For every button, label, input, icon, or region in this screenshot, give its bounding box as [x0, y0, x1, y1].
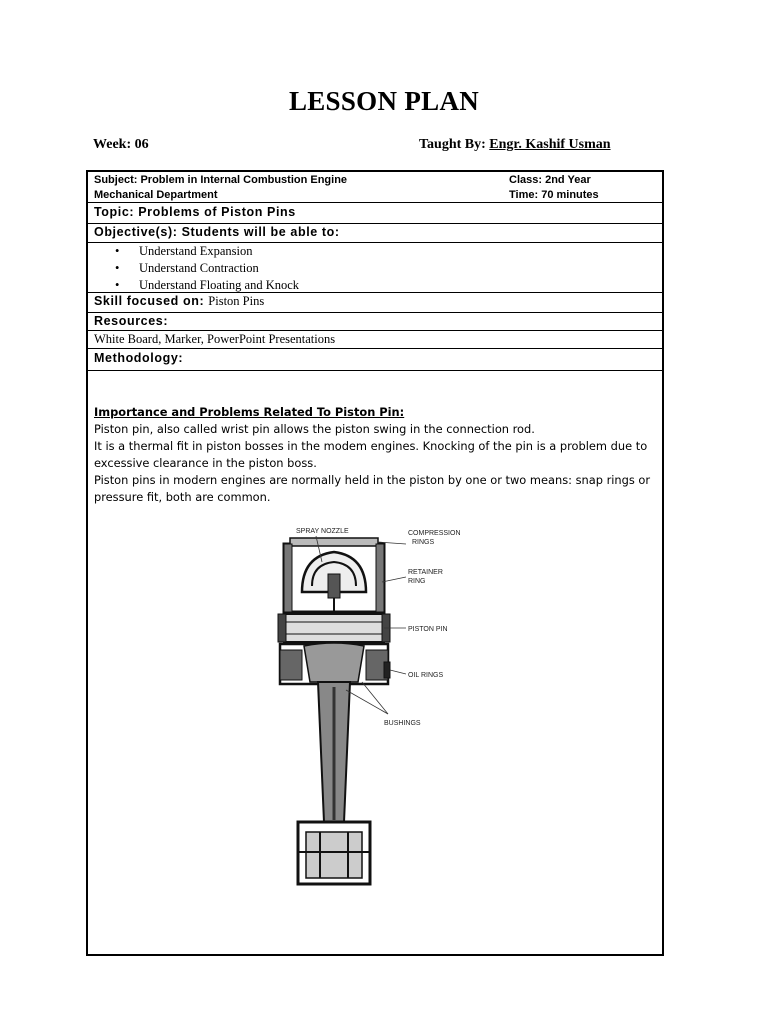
- subject-value: Problem in Internal Combustion Engine: [140, 174, 348, 186]
- bullet-icon: •: [115, 261, 120, 275]
- time-label: Time:: [509, 189, 539, 201]
- bullet-icon: •: [115, 278, 120, 292]
- piston-diagram: [266, 522, 506, 887]
- class-field: [509, 174, 591, 186]
- objectives-label: Objective(s): Students will be able to:: [94, 225, 340, 239]
- skill-field: [94, 294, 264, 309]
- content-heading: Importance and Problems Related To Piston Pin:: [94, 405, 405, 419]
- label-piston-pin: PISTON PIN: [408, 626, 448, 633]
- label-bushings: BUSHINGS: [384, 720, 421, 727]
- objectives-list-row: [88, 243, 662, 293]
- class-label: Class:: [509, 174, 543, 186]
- content-paragraph-3: Piston pins in modern engines are normally held in the piston by one or two means: snap rings or pressure fit, both are common.: [94, 473, 651, 504]
- time-field: [509, 189, 599, 201]
- label-retainer: RETAINER: [408, 569, 443, 576]
- class-value: 2nd Year: [545, 174, 591, 186]
- objective-text: Understand Expansion: [139, 244, 253, 258]
- teacher-name: Engr. Kashif Usman: [489, 137, 611, 152]
- subject-row: [88, 172, 662, 203]
- time-value: 70 minutes: [541, 189, 599, 201]
- resources-value-row: [88, 331, 662, 349]
- topic-field: [94, 205, 296, 219]
- piston-crown: [284, 538, 384, 612]
- piston-skirt: [280, 643, 390, 684]
- label-oil-rings: OIL RINGS: [408, 672, 444, 679]
- resources-label-row: [88, 313, 662, 331]
- subject-label: Subject:: [94, 174, 138, 186]
- objectives-row: [88, 224, 662, 243]
- piston-pin-shape: [278, 614, 390, 642]
- rod-big-end: [298, 822, 370, 884]
- page-title: LESSON PLAN: [288, 86, 480, 116]
- resources-value: White Board, Marker, PowerPoint Presentations: [94, 332, 336, 346]
- label-retainer-ring: RING: [408, 578, 426, 585]
- taught-by-field: [419, 137, 611, 153]
- lesson-plan-table: [86, 170, 664, 956]
- week-label: Week:: [93, 137, 132, 152]
- taught-by-label: Taught By:: [419, 137, 486, 152]
- skill-label: Skill focused on:: [94, 294, 205, 308]
- resources-label: Resources:: [94, 314, 169, 328]
- label-compression-rings: RINGS: [412, 539, 435, 546]
- skill-row: [88, 293, 662, 313]
- methodology-label: Methodology:: [94, 351, 184, 365]
- skill-value: Piston Pins: [208, 294, 265, 308]
- objective-text: Understand Floating and Knock: [139, 278, 300, 292]
- topic-label: Topic:: [94, 205, 135, 219]
- connecting-rod: [318, 682, 350, 822]
- methodology-row: [88, 349, 662, 371]
- topic-value: Problems of Piston Pins: [138, 205, 296, 219]
- objective-text: Understand Contraction: [139, 261, 259, 275]
- topic-row: [88, 203, 662, 224]
- week-value: 06: [134, 137, 149, 152]
- label-compression: COMPRESSION: [408, 530, 461, 537]
- department: Mechanical Department: [94, 189, 218, 201]
- week-field: [93, 137, 149, 153]
- bullet-icon: •: [115, 244, 120, 258]
- label-spray-nozzle: SPRAY NOZZLE: [296, 528, 349, 535]
- methodology-content: [94, 404, 660, 506]
- content-paragraph-2: It is a thermal fit in piston bosses in the modem engines. Knocking of the pin is a problem due to excessive clearance in the piston boss.: [94, 439, 648, 470]
- subject-field: [94, 174, 347, 186]
- content-paragraph-1: Piston pin, also called wrist pin allows the piston swing in the connection rod.: [94, 422, 535, 436]
